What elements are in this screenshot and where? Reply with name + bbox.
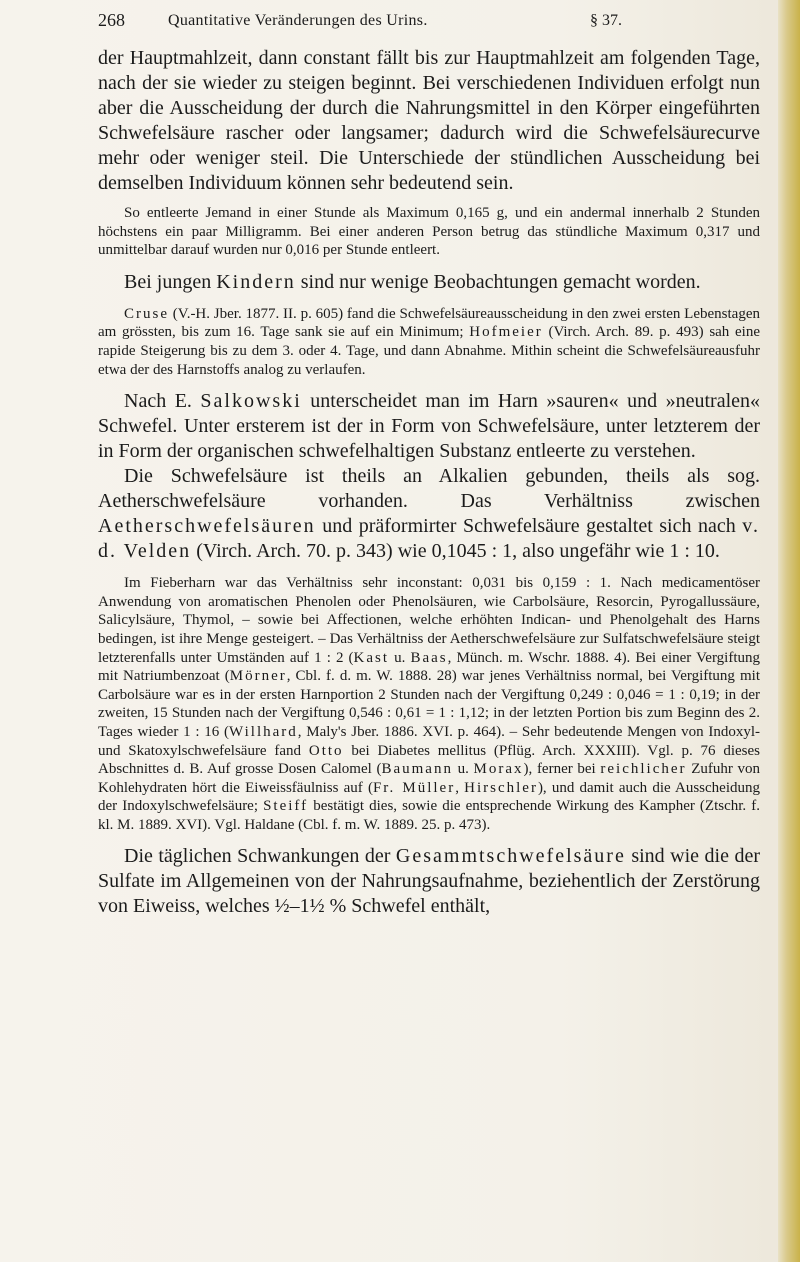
paragraph-5: Nach E. Salkowski unterscheidet man im Harn »sauren« und »neutralen« Schwefel. Unter ersterem ist der in Form von Schwefelsäure, unter letzterem der in Form der organischen schwefelhaltigen Substanz entleerte zu verstehen. [98, 390, 761, 463]
author-kast: Kast [353, 649, 390, 666]
author-salkowski: Salkowski [200, 390, 302, 413]
paragraph-3: Bei jungen Kindern sind nur wenige Beobachtungen gemacht worden. [124, 270, 701, 293]
paragraph-6: Die Schwefelsäure ist theils an Alkalien gebunden, theils als sog. Aetherschwefelsäure vorhanden. Das Verhältniss zwischen Aetherschwefelsäuren und präformirter Schwefelsäure gestaltet sich nach v. d. Velden (Virch. Arch. 70. p. 343) wie 0,1045 : 1, also ungefähr wie 1 : 10. [98, 465, 760, 563]
author-cruse: Cruse [124, 305, 169, 322]
author-hofmeier: Hofmeier [469, 324, 543, 341]
page-number: 268 [98, 10, 125, 30]
spaced-term-aetherschwefelsaeuren: Aetherschwefelsäuren [98, 515, 316, 538]
author-morax: Morax [473, 761, 524, 778]
running-title: Quantitative Veränderungen des Urins. [168, 12, 428, 29]
author-steiff: Steiff [263, 798, 309, 815]
author-velden: v. d. Velden [98, 515, 760, 563]
author-muller: Fr. Müller [372, 779, 456, 796]
spaced-term-gesammtschwefelsaeure: Gesammtschwefelsäure [395, 845, 626, 868]
author-haldane: Haldane [244, 816, 295, 833]
paragraph-1: der Hauptmahlzeit, dann constant fällt bis zur Hauptmahlzeit am folgenden Tage, nach der sie wieder zu steigen beginnt. Bei verschiedenen Individuen erfolgt nun aber die Ausscheidung der durch die Nahrungsmittel in den Körper eingeführten Schwefelsäure rascher oder langsamer; dadurch wird die Schwefelsäurecurve mehr oder weniger steil. Die Unterschiede der stündlichen Ausscheidung bei demselben Individuum können sehr bedeutend sein. [98, 47, 760, 194]
running-header [98, 10, 738, 34]
author-morner: Mörner [229, 668, 287, 685]
page-body [98, 46, 760, 919]
section-mark: § 37. [590, 12, 622, 29]
spaced-term-reichlicher: reichlicher [600, 761, 687, 778]
paragraph-8: Die täglichen Schwankungen der Gesammtschwefelsäure sind wie die der Sulfate im Allgemeinen von der Nahrungsaufnahme, beziehentlich der Zerstörung von Eiweiss, welches ½–1½ % Schwefel enthält, [98, 845, 760, 918]
spaced-term-kindern: Kindern [216, 270, 296, 293]
author-willhard: Willhard [229, 723, 298, 740]
author-baas: Baas [410, 649, 448, 666]
author-hirschler: Hirschler [464, 779, 538, 796]
author-otto: Otto [308, 742, 344, 759]
page-edge-strip [778, 0, 800, 1262]
paragraph-7-small: Im Fieberharn war das Verhältniss sehr inconstant: 0,031 bis 0,159 : 1. Nach medicamentöser Anwendung von aromatischen Phenolen oder Phenolsäuren, wie Carbolsäure, Resorcin, Pyrogallussäure, Salicylsäure, Thymol, – sowie bei Affectionen, welche erhöhten Indican- und Phenolgehalt des Harns bedingen, ist ihre Menge gesteigert. – Das Verhältniss der Aetherschwefelsäure zur Sulfatschwefelsäure steigt letzterenfalls unter Umständen auf 1 : 2 (Kast u. Baas, Münch. m. Wschr. 1888. 4). Bei einer Vergiftung mit Natriumbenzoat (Mörner, Cbl. f. d. m. W. 1888. 28) war jenes Verhältniss normal, bei Vergiftung mit Carbolsäure war es in der ersten Harnportion 2 Stunden nach der Vergiftung 0,249 : 0,046 = 1 : 0,19; in der zweiten, 15 Stunden nach der Vergiftung 0,546 : 0,61 = 1 : 1,12; in der letzten Portion bis zum Beginn des 2. Tages wieder 1 : 16 (Willhard, Maly's Jber. 1886. XVI. p. 464). – Sehr bedeutende Mengen von Indoxyl- und Skatoxylschwefelsäure fand Otto bei Diabetes mellitus (Pflüg. Arch. XXXIII). Vgl. p. 76 dieses Abschnittes d. B. Auf grosse Dosen Calomel (Baumann u. Morax), ferner bei reichlicher Zufuhr von Kohlehydraten hört die Eiweissfäulniss auf (Fr. Müller, Hirschler), und damit auch die Ausscheidung der Indoxylschwefelsäure; Steiff bestätigt dies, sowie die entsprechende Wirkung des Kampher (Ztschr. f. kl. M. 1889. XVI). Vgl. Haldane (Cbl. f. m. W. 1889. 25. p. 473). [98, 575, 761, 833]
paragraph-2-small: So entleerte Jemand in einer Stunde als Maximum 0,165 g, und ein andermal innerhalb 2 Stunden höchstens ein paar Milligramm. Bei einer anderen Person betrug das stündliche Maximum 0,317 und unmittelbar darauf wurden nur 0,016 per Stunde entleert. [98, 205, 760, 259]
author-baumann: Baumann [381, 761, 453, 778]
paragraph-4-small: Cruse (V.-H. Jber. 1877. II. p. 605) fand die Schwefelsäureausscheidung in den zwei ersten Lebenstagen am grössten, bis zum 16. Tage sank sie auf ein Minimum; Hofmeier (Virch. Arch. 89. p. 493) sah eine rapide Steigerung bis zu dem 3. oder 4. Tage, und dann Abnahme. Mithin scheint die Schwefelsäureausfuhr etwa der des Harnstoffs analog zu verlaufen. [98, 305, 760, 378]
